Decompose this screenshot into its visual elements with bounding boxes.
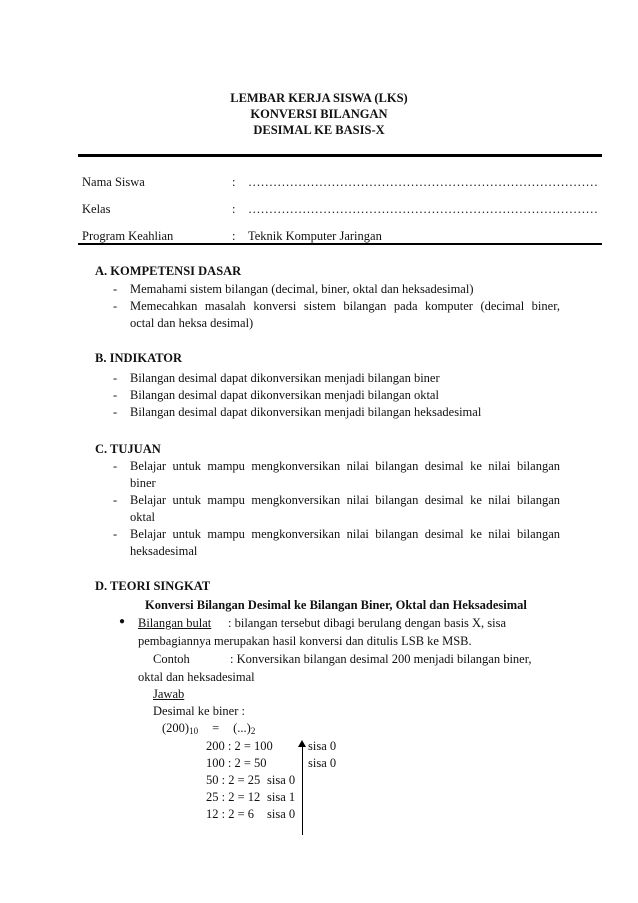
step-3: 50 : 2 = 25 [206, 773, 261, 787]
indikator-item-2: Bilangan desimal dapat dikonversikan menjadi bilangan oktal [130, 388, 439, 402]
tujuan-item-3: Belajar untuk mampu mengkonversikan nilai bilangan desimal ke nilai bilangan [130, 527, 560, 541]
dash: - [113, 459, 118, 473]
step-5-rem: sisa 0 [267, 807, 296, 821]
teori-subheading: Konversi Bilangan Desimal ke Bilangan Biner, Oktal dan Heksadesimal [145, 598, 527, 612]
dash: - [113, 493, 118, 507]
indikator-item-1: Bilangan desimal dapat dikonversikan menjadi bilangan biner [130, 371, 440, 385]
label-kelas: Kelas [82, 202, 111, 216]
step-2-rem: sisa 0 [308, 756, 337, 770]
dash: - [113, 405, 118, 419]
bullet-term: Bilangan bulat [138, 616, 212, 630]
arrow-up-icon [298, 740, 306, 747]
step-1: 200 : 2 = 100 [206, 739, 273, 753]
label-program: Program Keahlian [82, 229, 174, 243]
step-2: 100 : 2 = 50 [206, 756, 267, 770]
title-desimal: DESIMAL KE BASIS-X [253, 123, 385, 137]
desimal-ke-biner: Desimal ke biner : [153, 704, 245, 718]
field-nama[interactable]: ………………………………………………………………………… [248, 175, 598, 189]
tujuan-item-1-cont: biner [130, 476, 156, 490]
label-nama: Nama Siswa [82, 175, 145, 189]
heading-indikator: B. INDIKATOR [95, 351, 183, 365]
title-lks: LEMBAR KERJA SISWA (LKS) [230, 91, 408, 105]
tujuan-item-3-cont: heksadesimal [130, 544, 198, 558]
dash: - [113, 282, 118, 296]
bullet-text-cont: pembagiannya merupakan hasil konversi dan ditulis LSB ke MSB. [138, 634, 472, 648]
step-1-rem: sisa 0 [308, 739, 337, 753]
field-kelas[interactable]: ………………………………………………………………………… [248, 202, 598, 216]
heading-kompetensi: A. KOMPETENSI DASAR [95, 264, 242, 278]
tujuan-item-2-cont: oktal [130, 510, 155, 524]
heading-teori: D. TEORI SINGKAT [95, 579, 211, 593]
dash: - [113, 388, 118, 402]
title-konversi: KONVERSI BILANGAN [250, 107, 388, 121]
step-4-rem: sisa 1 [267, 790, 296, 804]
bullet-icon: ● [119, 616, 126, 627]
top-rule [78, 154, 602, 157]
lsb-msb-arrow-line [302, 746, 303, 835]
step-5: 12 : 2 = 6 [206, 807, 255, 821]
step-3-rem: sisa 0 [267, 773, 296, 787]
kompetensi-item-2-cont: octal dan heksa desimal) [130, 316, 254, 330]
contoh-text-cont: oktal dan heksadesimal [138, 670, 255, 684]
bullet-text: : bilangan tersebut dibagi berulang dengan basis X, sisa [228, 616, 507, 630]
colon-program: : [232, 229, 236, 243]
contoh-text: : Konversikan bilangan desimal 200 menjadi bilangan biner, [230, 652, 532, 666]
dash: - [113, 299, 118, 313]
indikator-item-3: Bilangan desimal dapat dikonversikan menjadi bilangan heksadesimal [130, 405, 482, 419]
kompetensi-item-1: Memahami sistem bilangan (decimal, biner, oktal dan heksadesimal) [130, 282, 474, 296]
heading-tujuan: C. TUJUAN [95, 442, 161, 456]
bottom-rule [78, 243, 602, 245]
jawab-label: Jawab [153, 687, 185, 701]
colon-kelas: : [232, 202, 236, 216]
contoh-label: Contoh [153, 652, 190, 666]
kompetensi-item-2: Memecahkan masalah konversi sistem bilangan pada komputer (decimal biner, [130, 299, 560, 313]
step-4: 25 : 2 = 12 [206, 790, 261, 804]
tujuan-item-1: Belajar untuk mampu mengkonversikan nilai bilangan desimal ke nilai bilangan [130, 459, 560, 473]
tujuan-item-2: Belajar untuk mampu mengkonversikan nilai bilangan desimal ke nilai bilangan [130, 493, 560, 507]
dash: - [113, 527, 118, 541]
dash: - [113, 371, 118, 385]
equation: $(200)_{10} = (...)_2$ [162, 721, 256, 736]
colon-nama: : [232, 175, 236, 189]
value-program: Teknik Komputer Jaringan [248, 229, 382, 243]
